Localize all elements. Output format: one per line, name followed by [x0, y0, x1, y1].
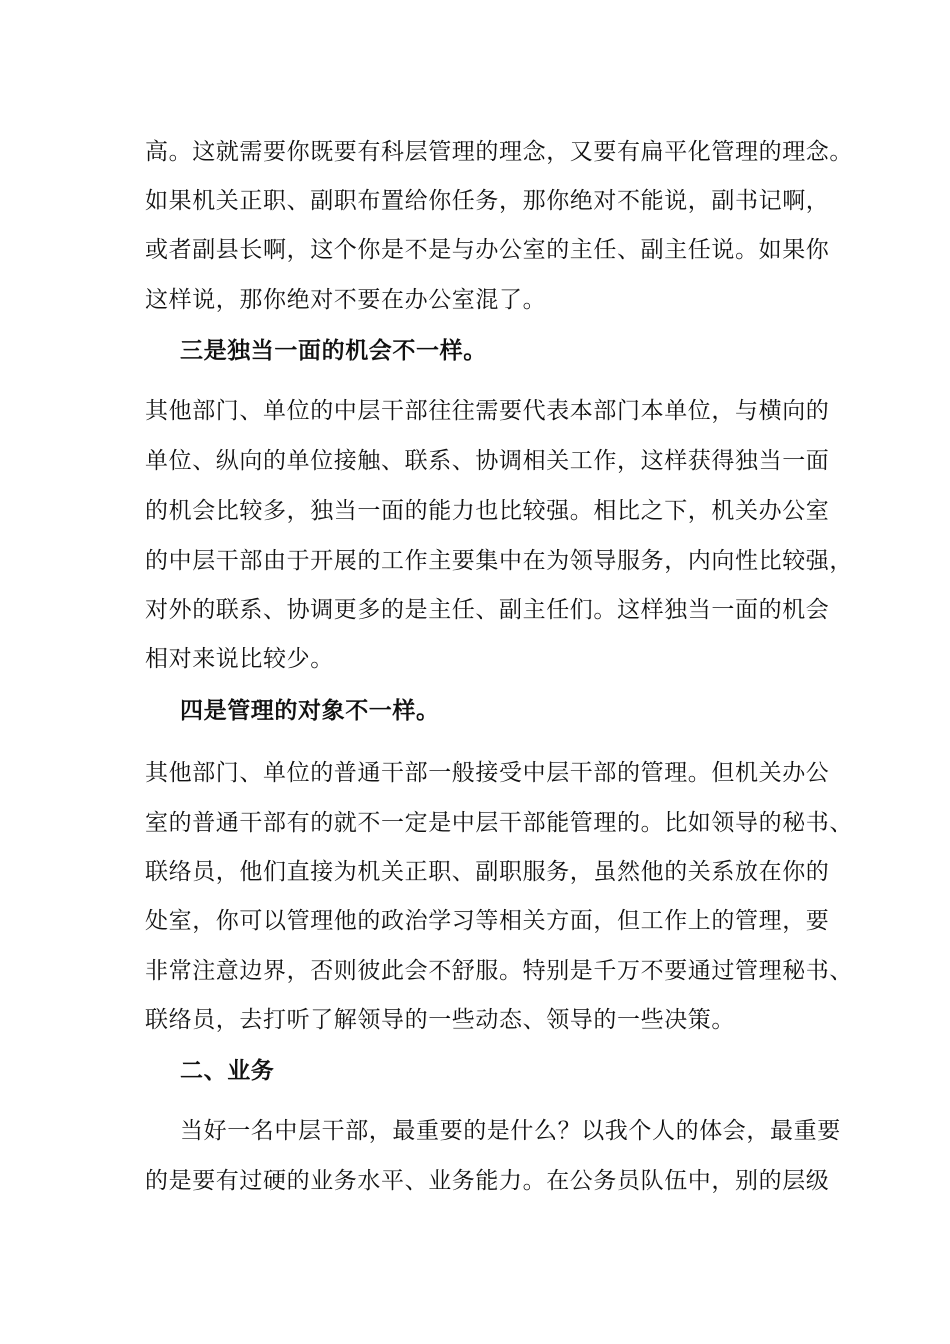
text-line: 如果机关正职、副职布置给你任务，那你绝对不能说，副书记啊， [145, 188, 830, 214]
text-line: 其他部门、单位的中层干部往往需要代表本部门本单位，与横向的 [145, 398, 830, 424]
section-heading: 四是管理的对象不一样。 [180, 697, 440, 724]
text-line: 这样说，那你绝对不要在办公室混了。 [145, 287, 547, 313]
text-line: 的中层干部由于开展的工作主要集中在为领导服务，内向性比较强， [145, 548, 853, 574]
text-line: 的机会比较多，独当一面的能力也比较强。相比之下，机关办公室 [145, 498, 830, 524]
text-line: 或者副县长啊，这个你是不是与办公室的主任、副主任说。如果你 [145, 237, 830, 263]
text-line: 联络员，去打听了解领导的一些动态、领导的一些决策。 [145, 1007, 735, 1033]
text-line: 处室，你可以管理他的政治学习等相关方面，但工作上的管理，要 [145, 908, 830, 934]
text-line: 单位、纵向的单位接触、联系、协调相关工作，这样获得独当一面 [145, 448, 830, 474]
text-line: 室的普通干部有的就不一定是中层干部能管理的。比如领导的秘书、 [145, 810, 853, 836]
text-line: 对外的联系、协调更多的是主任、副主任们。这样独当一面的机会 [145, 597, 830, 623]
section-heading: 二、业务 [180, 1057, 275, 1084]
text-line: 当好一名中层干部，最重要的是什么？以我个人的体会，最重要 [180, 1118, 841, 1144]
section-heading: 三是独当一面的机会不一样。 [180, 337, 487, 364]
text-line: 其他部门、单位的普通干部一般接受中层干部的管理。但机关办公 [145, 760, 830, 786]
text-line: 高。这就需要你既要有科层管理的理念，又要有扁平化管理的理念。 [145, 139, 853, 165]
text-line: 的是要有过硬的业务水平、业务能力。在公务员队伍中，别的层级 [145, 1168, 830, 1194]
text-line: 相对来说比较少。 [145, 646, 334, 672]
text-line: 联络员，他们直接为机关正职、副职服务，虽然他的关系放在你的 [145, 859, 830, 885]
text-line: 非常注意边界，否则彼此会不舒服。特别是千万不要通过管理秘书、 [145, 958, 853, 984]
